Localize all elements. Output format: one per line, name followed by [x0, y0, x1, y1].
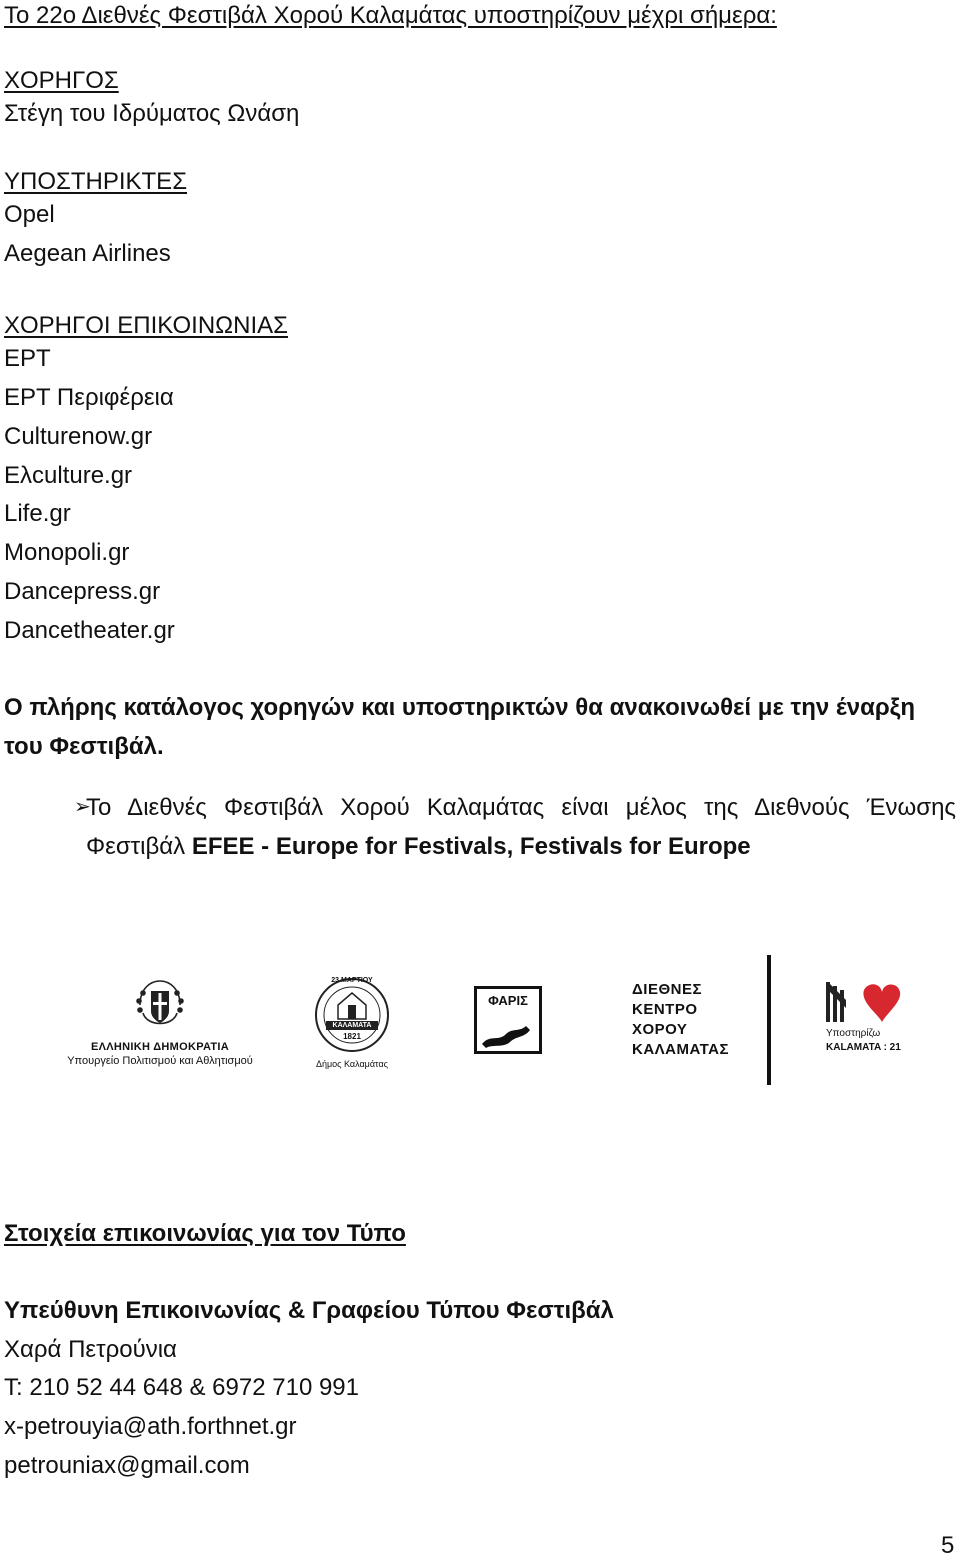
- membership-line: [86, 832, 751, 862]
- seal-year-text: 1821: [343, 1032, 361, 1041]
- press-contacts-heading: Στοιχεία επικοινωνίας για τον Τύπο: [4, 1220, 406, 1247]
- intro-heading: Το 22ο Διεθνές Φεστιβάλ Χορού Καλαμάτας υποστηρίζουν μέχρι σήμερα:: [4, 2, 777, 29]
- media-sponsor-item: ΕΡΤ Περιφέρεια: [4, 384, 174, 411]
- festival-logo-line: ΧΟΡΟΥ: [632, 1021, 688, 1038]
- sponsors-notice-line: του Φεστιβάλ.: [4, 733, 164, 760]
- festival-logo-line: ΚΕΝΤΡΟ: [632, 1001, 698, 1018]
- logo-divider: [767, 955, 771, 1085]
- page-number: 5: [941, 1532, 955, 1559]
- festival-logo-line: ΚΑΛΑΜΑΤΑΣ: [632, 1041, 729, 1058]
- efee-name: EFEE - Europe for Festivals, Festivals for Europe: [191, 833, 751, 860]
- seal-band-text: ΚΑΛΑΜΑΤΑ: [332, 1022, 372, 1029]
- reclining-figure-icon: [480, 1022, 536, 1048]
- membership-prefix: Φεστιβάλ: [86, 833, 192, 860]
- municipality-kalamata-logo: [308, 975, 396, 1073]
- media-sponsor-item: Dancepress.gr: [4, 578, 161, 605]
- media-sponsor-item: Monopoli.gr: [4, 539, 130, 566]
- kalamata-21-line1: Υποστηρίζω: [826, 1028, 881, 1039]
- media-sponsor-item: ΕΡΤ: [4, 345, 51, 372]
- faris-logo-name: ΦΑΡΙΣ: [488, 993, 528, 1008]
- seal-top-text: 23 ΜΑΡΤΙΟΥ: [331, 977, 373, 984]
- kalamata-21-line2: KALAMATA : 21: [826, 1042, 901, 1053]
- municipality-caption: Δήμος Καλαμάτας: [315, 1059, 389, 1069]
- supporters-heading: ΥΠΟΣΤΗΡΙΚΤΕΣ: [4, 168, 188, 195]
- press-contact-email[interactable]: x-petrouyia@ath.forthnet.gr: [4, 1413, 297, 1440]
- municipality-seal-icon: [308, 975, 396, 1053]
- media-sponsors-heading: ΧΟΡΗΓΟΙ ΕΠΙΚΟΙΝΩΝΙΑΣ: [4, 312, 288, 339]
- sponsor-item: Στέγη του Ιδρύματος Ωνάση: [4, 100, 300, 127]
- press-office-role: Υπεύθυνη Επικοινωνίας & Γραφείου Τύπου Φεστιβάλ: [4, 1297, 614, 1324]
- ministry-logo-title: ΕΛΛΗΝΙΚΗ ΔΗΜΟΚΡΑΤΙΑ: [91, 1041, 229, 1053]
- media-sponsor-item: Culturenow.gr: [4, 423, 153, 450]
- supporter-item: Aegean Airlines: [4, 240, 171, 267]
- festival-logo-line: ΔΙΕΘΝΕΣ: [632, 981, 702, 998]
- press-contact-phone: Τ: 210 52 44 648 & 6972 710 991: [4, 1374, 359, 1401]
- press-contact-name: Χαρά Πετρούνια: [4, 1336, 177, 1363]
- media-sponsor-item: Dancetheater.gr: [4, 617, 175, 644]
- festival-center-logo: [632, 980, 742, 1066]
- ministry-of-culture-logo: [55, 975, 265, 1070]
- ministry-logo-subtitle: Υπουργείο Πολιτισμού και Αθλητισμού: [67, 1055, 253, 1067]
- kalamata-21-logo: [824, 980, 914, 1060]
- sponsor-heading: ΧΟΡΗΓΟΣ: [4, 67, 119, 94]
- faris-logo: [474, 986, 542, 1054]
- membership-line: Το Διεθνές Φεστιβάλ Χορού Καλαμάτας είναι μέλος της Διεθνούς Ένωσης: [86, 794, 956, 821]
- media-sponsor-item: Ελculture.gr: [4, 462, 133, 489]
- kalamata-21-heart-icon: [824, 980, 904, 1026]
- greek-emblem-icon: [55, 975, 265, 1035]
- sponsors-notice-line: Ο πλήρης κατάλογος χορηγών και υποστηρικτών θα ανακοινωθεί με την έναρξη: [4, 694, 916, 721]
- media-sponsor-item: Life.gr: [4, 500, 71, 527]
- press-contact-email[interactable]: petrouniax@gmail.com: [4, 1452, 250, 1479]
- arrow-bullet-icon: ➢: [74, 796, 91, 818]
- supporter-item: Opel: [4, 201, 55, 228]
